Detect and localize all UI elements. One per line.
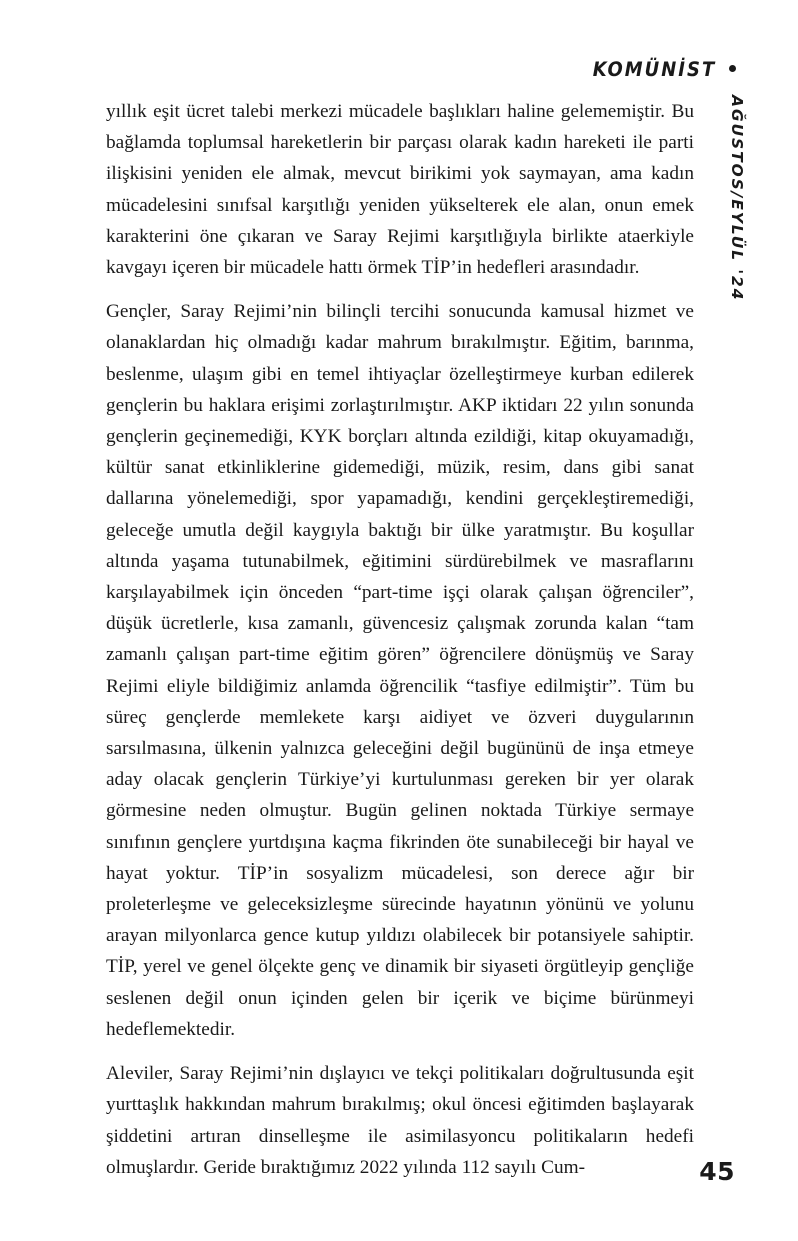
running-head xyxy=(582,58,736,81)
issue-date-container xyxy=(724,95,750,302)
body-paragraph: yıllık eşit ücret talebi merkezi mücadele başlıkları haline gelememiştir. Bu bağlamda toplumsal hareketlerin bir parçası olarak kadın hareketi ile parti ilişkisini yeniden ele almak, mevcut birikimi yok saymayan, ama kadın mücadelesini sınıfsal karşıtlığı yeniden yükselterek ele alan, onun emek karakterini öne çıkaran ve Saray Rejimi karşıtlığıyla birlikte ataerkiyle kavgayı içeren bir mücadele hattı örmek TİP’in hedefleri arasındadır. xyxy=(106,101,694,279)
body-text-column xyxy=(106,96,694,1183)
publication-title: KOMÜNİST xyxy=(592,58,716,81)
issue-date-label: AĞUSTOS/EYLÜL '24 xyxy=(728,95,746,302)
page-number: 45 xyxy=(699,1157,735,1186)
body-paragraph: Gençler, Saray Rejimi’nin bilinçli tercihi sonucunda kamusal hizmet ve olanaklardan hiç olmadığı kadar mahrum bırakılmıştır. Eğitim, barınma, beslenme, ulaşım gibi en temel ihtiyaçlar özelleştirmeye kurban edilerek gençlerin bu haklara erişimi zorlaştırılmıştır. AKP iktidarı 22 yılın sonunda gençlerin geçinemediği, KYK borçları altında ezildiği, kitap okuyamadığı, kültür sanat etkinliklerine gidemediği, müzik, resim, dans gibi sanat dallarına yönelemediği, spor yapamadığı, kendini gerçekleştiremediği, geleceğe umutla değil kaygıyla baktığı bir ülke yaratmıştır. Bu koşullar altında yaşama tutunabilmek, eğitimini sürdürebilmek ve masraflarını karşılayabilmek için önceden “part-time işçi olarak çalışan öğrenciler”, düşük ücretlerle, kısa zamanlı, güvencesiz çalışmak zorunda kalan “tam zamanlı çalışan part-time eğitim gören” öğrencilere dönüşmüş ve Saray Rejimi eliyle bildiğimiz anlamda öğrencilik “tasfiye edilmiştir”. Tüm bu süreç gençlerde memlekete karşı aidiyet ve özveri duygularının sarsılmasına, ülkenin yalnızca geleceğini değil bugününü de inşa etmeye aday olacak gençlerin Türkiye’yi kurtulunması gereken bir yer olarak görmesine neden olmuştur. Bugün gelinen noktada Türkiye sermaye sınıfının gençlere yurtdışına kaçma fikrinden öte sunabileceği bir hayal ve hayat yoktur. TİP’in sosyalizm mücadelesi, son derece ağır bir proleterleşme ve geleceksizleşme sürecinde hayatının yönünü ve yolunu arayan milyonlarca gence kutup yıldızı olabilecek bir potansiyele sahiptir. TİP, yerel ve genel ölçekte genç ve dinamik bir siyaseti örgütleyip gençliğe seslenen değil onun içinden gelen bir içerik ve biçime bürünmeyi hedeflemektedir. xyxy=(106,301,694,1040)
body-paragraph: Aleviler, Saray Rejimi’nin dışlayıcı ve tekçi politikaları doğrultusunda eşit yurttaşlık hakkından mahrum bırakılmış; okul öncesi eğitimden başlayarak şiddetini artıran dinselleşme ile asimilasyoncu politikaların hedefi olmuşlardır. Geride bıraktığımız 2022 yılında 112 sayılı Cum- xyxy=(106,1063,694,1178)
bullet-dot-icon xyxy=(729,65,736,72)
